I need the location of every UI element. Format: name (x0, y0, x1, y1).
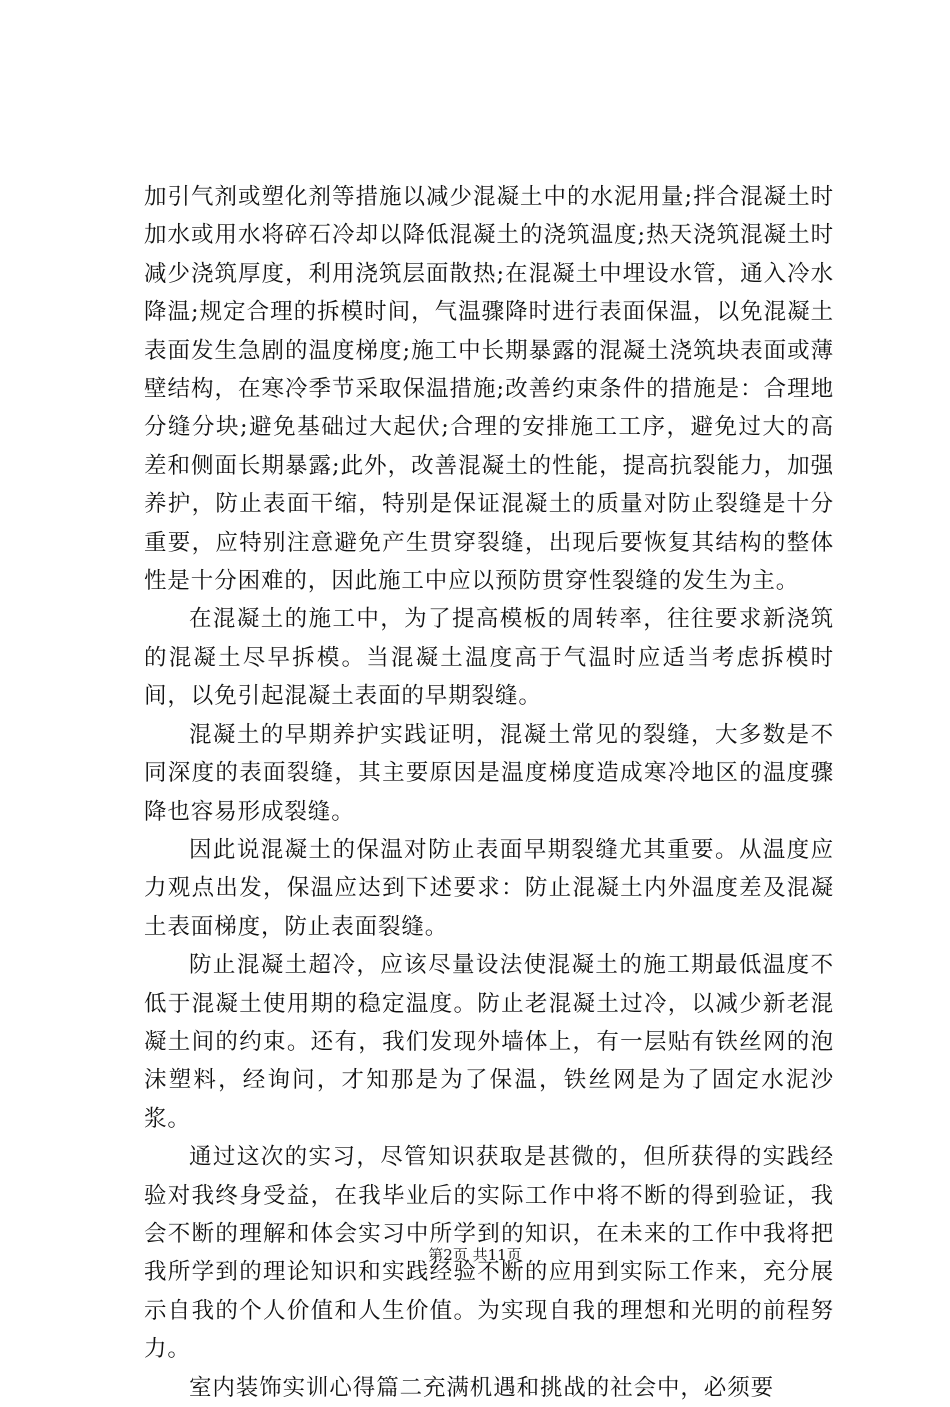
paragraph-1: 加引气剂或塑化剂等措施以减少混凝土中的水泥用量;拌合混凝土时加水或用水将碎石冷却以降低混凝土的浇筑温度;热天浇筑混凝土时减少浇筑厚度，利用浇筑层面散热;在混凝土中埋设水管，通入冷水降温;规定合理的拆模时间，气温骤降时进行表面保温，以免混凝土表面发生急剧的温度梯度;施工中长期暴露的混凝土浇筑块表面或薄壁结构，在寒冷季节采取保温措施;改善约束条件的措施是：合理地分缝分块;避免基础过大起伏;合理的安排施工工序，避免过大的高差和侧面长期暴露;此外，改善混凝土的性能，提高抗裂能力，加强养护，防止表面干缩，特别是保证混凝土的质量对防止裂缝是十分重要，应特别注意避免产生贯穿裂缝，出现后要恢复其结构的整体性是十分困难的，因此施工中应以预防贯穿性裂缝的发生为主。 (144, 184, 834, 595)
paragraph-2: 在混凝土的施工中，为了提高模板的周转率，往往要求新浇筑的混凝土尽早拆模。当混凝土温度高于气温时应适当考虑拆模时间，以免引起混凝土表面的早期裂缝。 (144, 606, 834, 710)
paragraph-5: 防止混凝土超冷，应该尽量设法使混凝土的施工期最低温度不低于混凝土使用期的稳定温度。防止老混凝土过冷，以减少新老混凝土间的约束。还有，我们发现外墙体上，有一层贴有铁丝网的泡沫塑料，经询问，才知那是为了保温，铁丝网是为了固定水泥沙浆。 (144, 952, 834, 1132)
paragraph-7: 室内装饰实训心得篇二充满机遇和挑战的社会中，必须要 (189, 1374, 775, 1401)
paragraph-3: 混凝土的早期养护实践证明，混凝土常见的裂缝，大多数是不同深度的表面裂缝，其主要原因是温度梯度造成寒冷地区的温度骤降也容易形成裂缝。 (144, 721, 834, 825)
paragraph-4: 因此说混凝土的保温对防止表面早期裂缝尤其重要。从温度应力观点出发，保温应达到下述要求：防止混凝土内外温度差及混凝土表面梯度，防止表面裂缝。 (144, 836, 834, 940)
document-body (144, 178, 834, 1407)
paragraph-6: 通过这次的实习，尽管知识获取是甚微的，但所获得的实践经验对我终身受益，在我毕业后的实际工作中将不断的得到验证，我会不断的理解和体会实习中所学到的知识，在未来的工作中我将把我所学到的理论知识和实践经验不断的应用到实际工作来，充分展示自我的个人价值和人生价值。为实现自我的理想和光明的前程努力。 (144, 1144, 834, 1363)
page-number-footer: 第2页 共11页 (428, 1246, 522, 1264)
